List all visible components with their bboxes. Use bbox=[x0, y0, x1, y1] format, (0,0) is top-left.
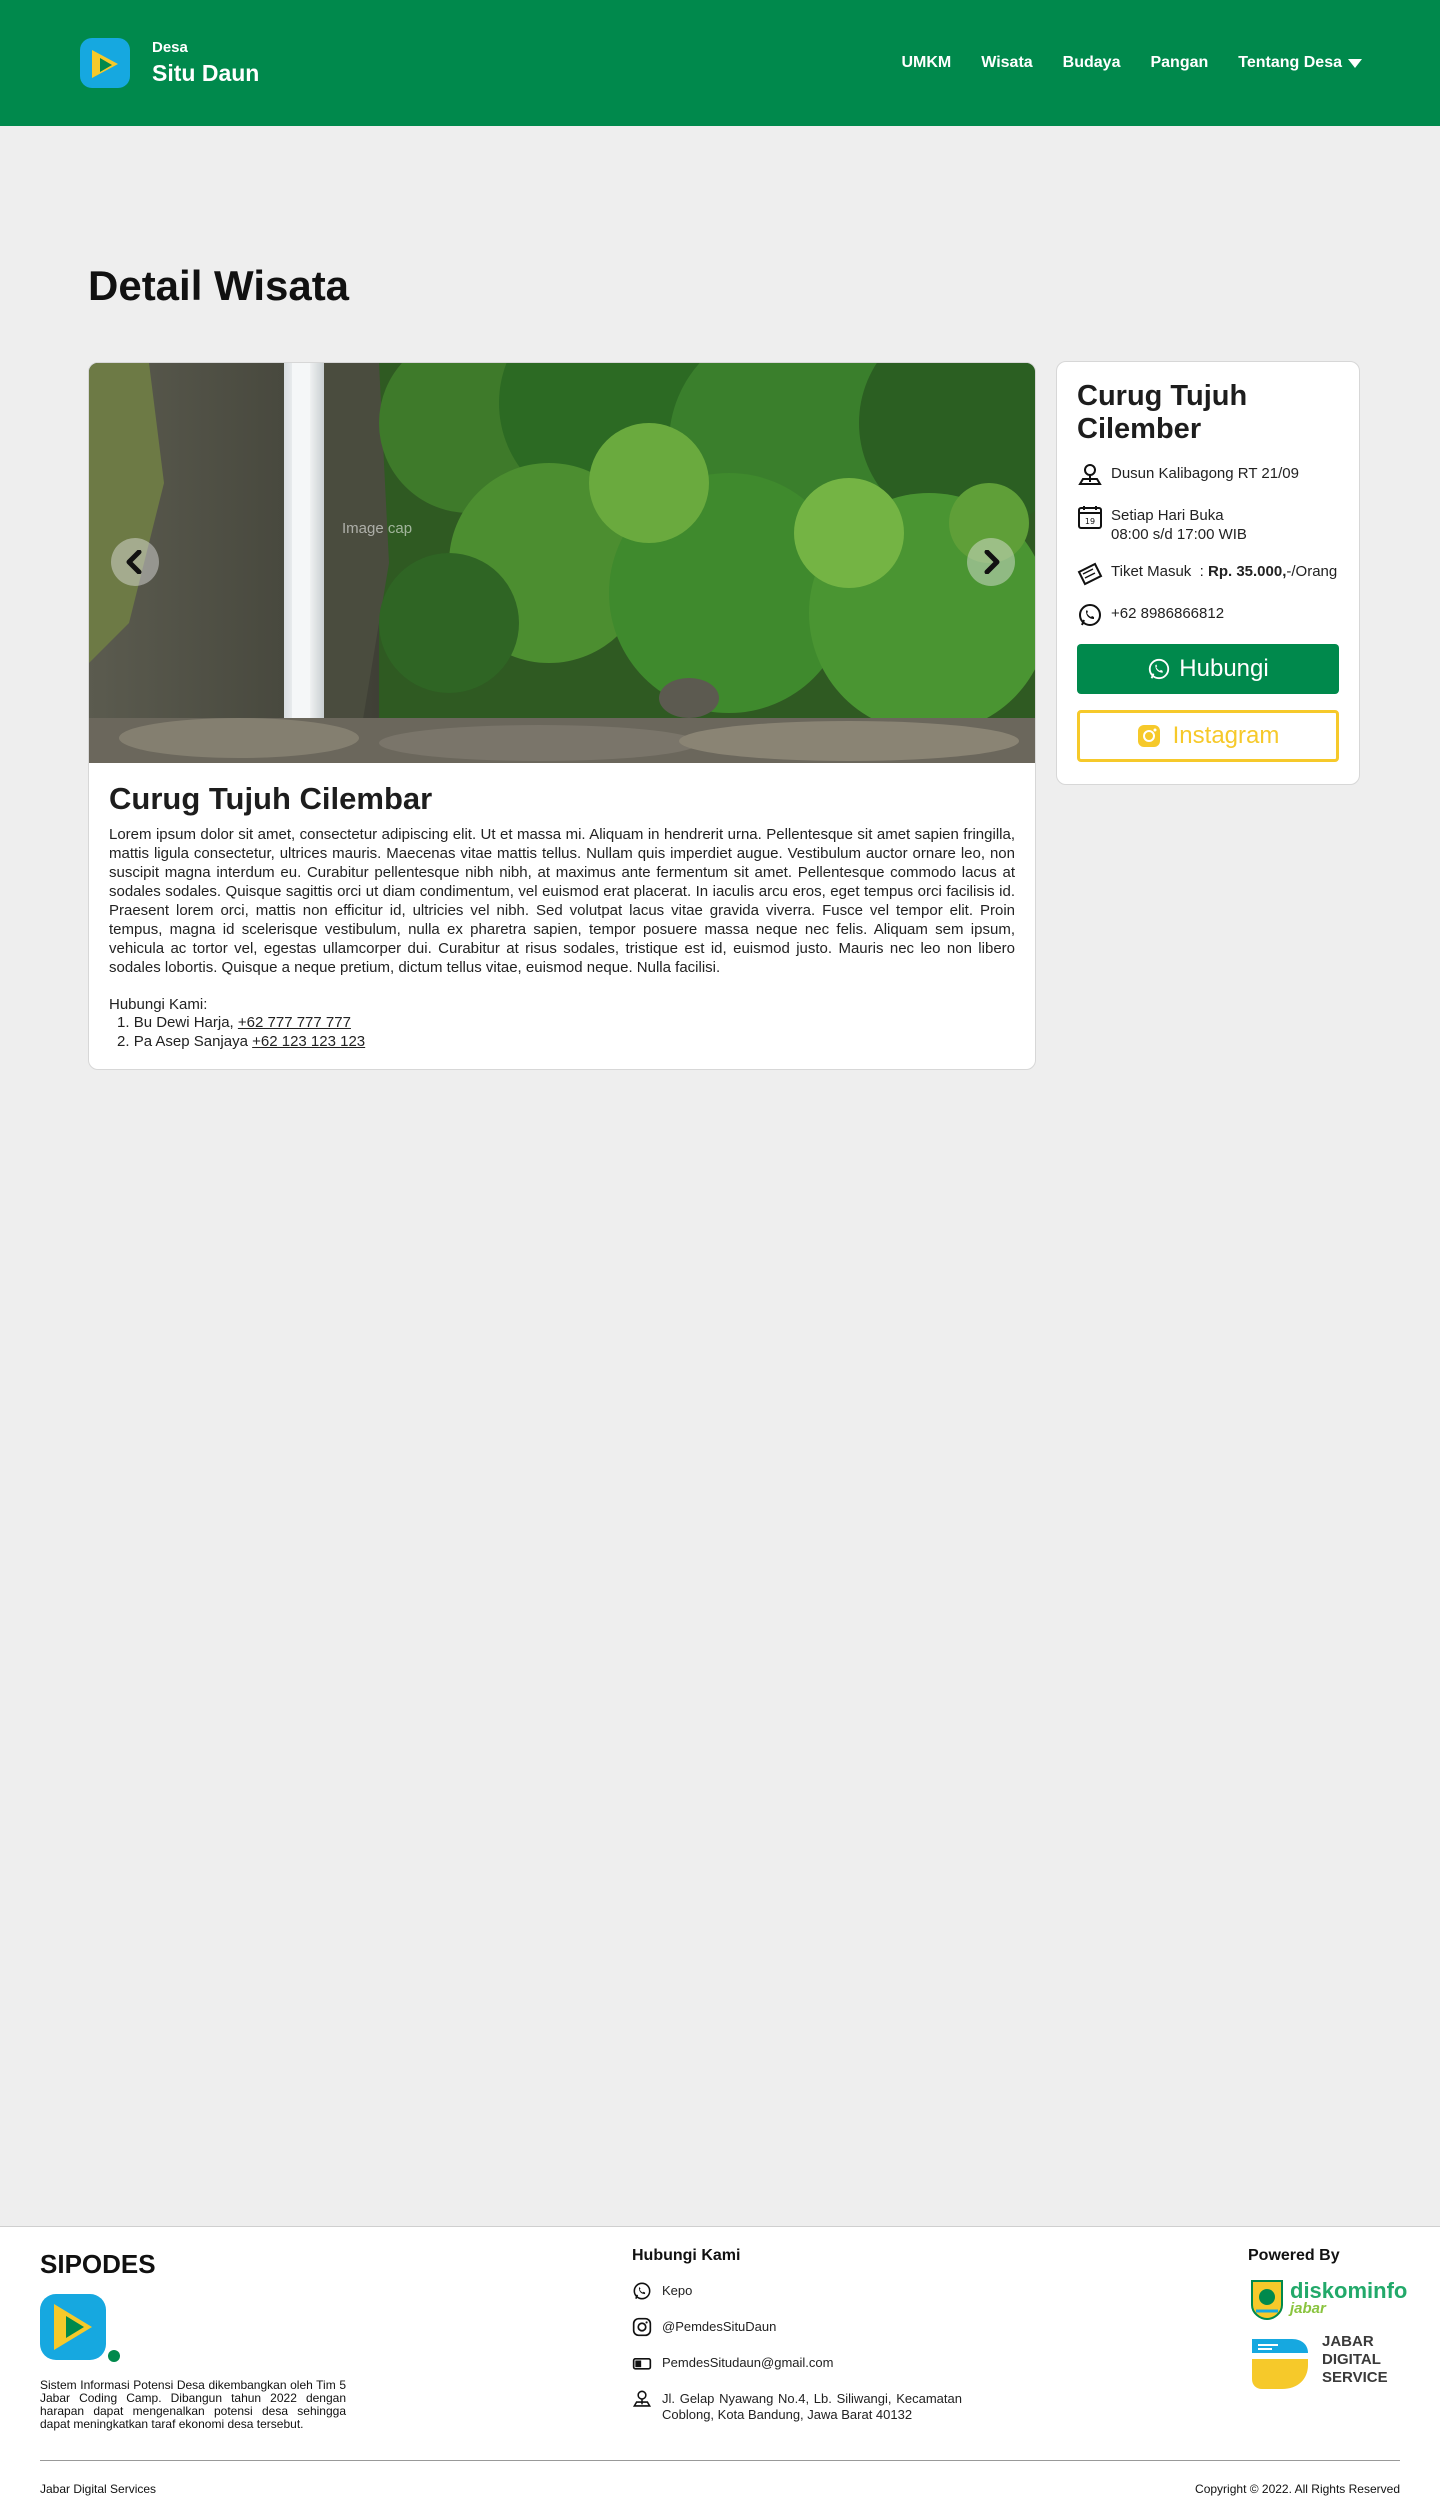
nav-link-pangan[interactable]: Pangan bbox=[1150, 54, 1209, 71]
brand-name: Situ Daun bbox=[152, 60, 260, 86]
contact-item bbox=[109, 1032, 1015, 1051]
footer-address bbox=[632, 2389, 962, 2423]
hubungi-button[interactable] bbox=[1077, 644, 1339, 694]
contact-heading: Hubungi Kami: bbox=[109, 996, 208, 1013]
diskominfo-logo bbox=[1248, 2277, 1408, 2321]
image-carousel[interactable] bbox=[89, 363, 1036, 763]
contact-number: 2. bbox=[117, 1033, 130, 1050]
location-pin-icon bbox=[632, 2389, 652, 2409]
brand[interactable] bbox=[80, 38, 259, 88]
footer-email-text: PemdesSitudaun@gmail.com bbox=[662, 2355, 834, 2370]
waterfall-image bbox=[89, 363, 1036, 763]
footer-bottom-left: Jabar Digital Services bbox=[40, 2482, 157, 2496]
footer-description: Sistem Informasi Potensi Desa dikembangkan oleh Tim 5 Jabar Coding Camp. Dibangun tahun 2022 dengan harapan dapat mengenalkan potensi desa sehingga dapat meningkatkan taraf ekonomi desa tersebut. bbox=[40, 2378, 346, 2431]
powered-by-label: Powered By bbox=[1248, 2247, 1340, 2264]
footer bbox=[0, 2226, 1440, 2514]
phone-row bbox=[1077, 602, 1339, 628]
hours-row bbox=[1077, 504, 1339, 544]
nav-link-budaya[interactable]: Budaya bbox=[1062, 54, 1121, 71]
instagram-button[interactable] bbox=[1077, 710, 1339, 762]
footer-email[interactable] bbox=[632, 2353, 962, 2373]
footer-whatsapp[interactable] bbox=[632, 2281, 962, 2301]
desa-logo-icon bbox=[80, 38, 130, 88]
info-title: Curug Tujuh Cilember bbox=[1077, 380, 1248, 445]
whatsapp-icon bbox=[1147, 657, 1171, 681]
ticket-label: Tiket Masuk bbox=[1111, 563, 1192, 580]
navbar bbox=[0, 0, 1440, 126]
footer-instagram-text: @PemdesSituDaun bbox=[662, 2319, 777, 2334]
jds-logo bbox=[1248, 2329, 1408, 2391]
chevron-left-icon bbox=[125, 550, 145, 574]
instagram-button-label: Instagram bbox=[1172, 722, 1280, 749]
calendar-day: 19 bbox=[1084, 517, 1096, 526]
contact-number: 1. bbox=[117, 1014, 130, 1031]
footer-whatsapp-text: Kepo bbox=[662, 2283, 693, 2298]
jds-line-1: JABAR bbox=[1322, 2333, 1374, 2350]
footer-brand: SIPODES bbox=[40, 2249, 156, 2279]
main-content bbox=[0, 126, 1440, 2226]
nav-link-umkm[interactable]: UMKM bbox=[901, 54, 952, 71]
caret-down-icon bbox=[1348, 59, 1362, 68]
detail-description: Lorem ipsum dolor sit amet, consectetur adipiscing elit. Ut et massa mi. Aliquam in hendrerit urna. Pellentesque sit amet sapien fringilla, mattis ligula consectetur, ultrices mauris. Maecenas vitae mattis tellus. Nullam quis imperdiet augue. Vestibulum auctor ornare leo, non suscipit magna interdum eu. Curabitur pellentesque nibh nibh, at maximus ante fermentum sit amet. Pellentesque commodo lacus at sodales sodales. Quisque sagittis orci ut diam condimentum, vel euismod erat placerat. In iaculis arcu eros, eget tempus orci facilisis id. Praesent lorem orci, mattis non efficitur id, ultricies vel nibh. Sed volutpat lacus vitae gravida viverra. Fusce vel tempor elit. Proin tempus, magna id scelerisque vestibulum, nulla ex pharetra sapien, tempor posuere massa neque nec felis. Aliquam sem ipsum, vehicula ac tortor vel, egestas ullamcorper dui. Curabitur at risus sodales, tristique est id, euismod justo. Mauris nec leo non libero sodales lobortis. Quisque a neque pretium, dictum tellus vitae, euismod neque. Nulla facilisi. bbox=[109, 826, 1015, 976]
ticket-icon bbox=[1077, 560, 1103, 586]
carousel-prev-button[interactable] bbox=[111, 538, 159, 586]
contact-name: Pa Asep Sanjaya bbox=[133, 1033, 248, 1050]
ticket-price: Rp. 35.000, bbox=[1207, 563, 1287, 580]
contact-phone-link[interactable]: +62 777 777 777 bbox=[237, 1014, 351, 1031]
diskominfo-sub-text: jabar bbox=[1290, 2299, 1326, 2317]
nav-dropdown-label: Tentang Desa bbox=[1238, 54, 1342, 71]
carousel-next-button[interactable] bbox=[967, 538, 1015, 586]
jds-logo-icon bbox=[1248, 2329, 1312, 2391]
contact-name: Bu Dewi Harja, bbox=[133, 1014, 234, 1031]
footer-powered bbox=[1248, 2247, 1408, 2391]
calendar-icon bbox=[1077, 504, 1103, 530]
phone-text: +62 8986866812 bbox=[1111, 605, 1225, 622]
ticket-suffix: -/Orang bbox=[1286, 563, 1338, 580]
ticket-separator: : bbox=[1199, 563, 1204, 580]
carousel-caption: Image cap bbox=[342, 520, 413, 537]
diskominfo-text: diskominfo bbox=[1290, 2277, 1408, 2303]
nav-dropdown-tentang-desa[interactable] bbox=[1238, 54, 1362, 72]
mailbox-icon bbox=[632, 2353, 652, 2373]
instagram-icon bbox=[1137, 724, 1161, 748]
footer-copyright: Copyright © 2022. All Rights Reserved bbox=[1195, 2482, 1400, 2496]
footer-about bbox=[40, 2249, 346, 2431]
address-row bbox=[1077, 462, 1339, 488]
ticket-row bbox=[1077, 560, 1339, 586]
hubungi-button-label: Hubungi bbox=[1179, 655, 1269, 682]
info-card bbox=[1056, 361, 1360, 785]
contact-item bbox=[109, 1013, 1015, 1032]
footer-divider bbox=[40, 2460, 1400, 2461]
sipodes-logo-icon bbox=[40, 2294, 120, 2364]
jds-line-2: DIGITAL bbox=[1322, 2351, 1381, 2368]
address-text: Dusun Kalibagong RT 21/09 bbox=[1111, 465, 1299, 482]
footer-instagram[interactable] bbox=[632, 2317, 962, 2337]
page-title: Detail Wisata bbox=[88, 262, 350, 309]
whatsapp-icon bbox=[632, 2281, 652, 2301]
nav-link-wisata[interactable]: Wisata bbox=[981, 54, 1033, 71]
whatsapp-icon bbox=[1077, 602, 1103, 628]
open-hours-text: 08:00 s/d 17:00 WIB bbox=[1111, 526, 1247, 543]
footer-contact bbox=[632, 2247, 962, 2423]
footer-contact-heading: Hubungi Kami bbox=[632, 2247, 741, 2264]
detail-card bbox=[88, 362, 1036, 1070]
open-days-text: Setiap Hari Buka bbox=[1111, 507, 1224, 524]
contact-list bbox=[109, 1013, 1015, 1051]
detail-title: Curug Tujuh Cilembar bbox=[109, 781, 433, 816]
brand-small-text: Desa bbox=[152, 39, 188, 56]
jds-line-3: SERVICE bbox=[1322, 2369, 1388, 2386]
footer-address-text: Jl. Gelap Nyawang No.4, Lb. Siliwangi, Kecamatan Coblong, Kota Bandung, Jawa Barat 40132 bbox=[662, 2391, 962, 2422]
chevron-right-icon bbox=[981, 550, 1001, 574]
location-pin-icon bbox=[1077, 462, 1103, 488]
contact-phone-link[interactable]: +62 123 123 123 bbox=[252, 1033, 366, 1050]
instagram-icon bbox=[632, 2317, 652, 2337]
nav-links bbox=[901, 54, 1362, 72]
jabar-emblem-icon bbox=[1248, 2277, 1286, 2321]
detail-card-body bbox=[89, 763, 1035, 1051]
